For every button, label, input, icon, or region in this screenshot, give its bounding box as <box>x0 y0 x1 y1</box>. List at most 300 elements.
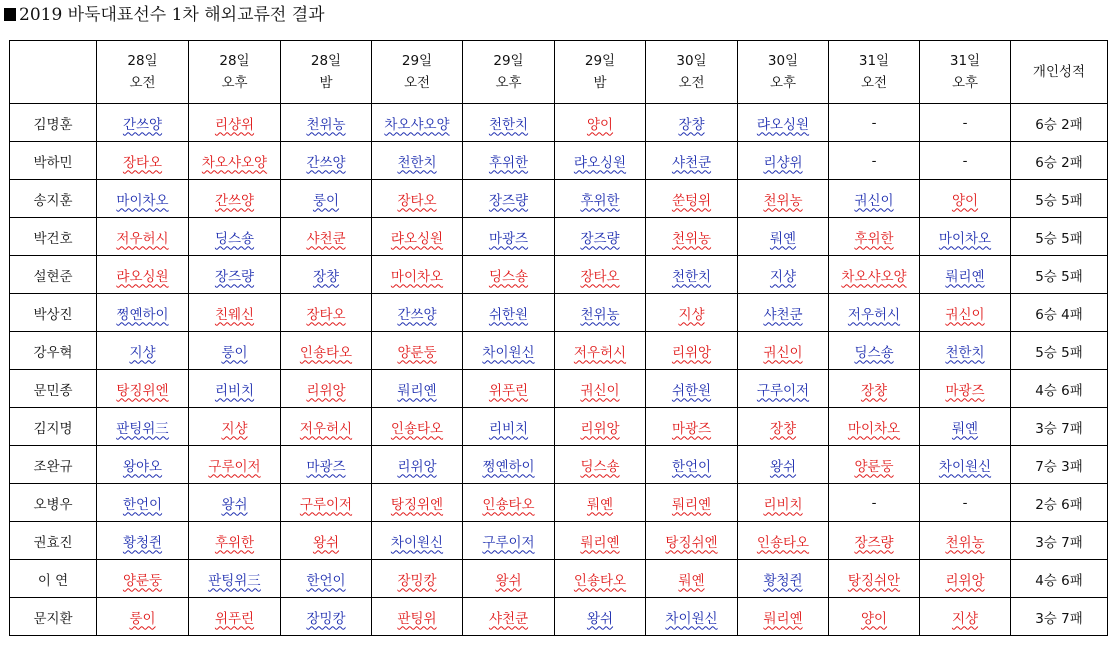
table-row <box>10 446 1108 484</box>
game-result-cell <box>189 256 281 294</box>
game-result-cell <box>97 180 189 218</box>
opponent-name: 샤천쿤 <box>763 306 803 323</box>
opponent-name: 궈신이 <box>945 306 985 323</box>
player-name-cell: 강우혁 <box>10 332 97 370</box>
table-row <box>10 484 1108 522</box>
opponent-name: 탕징쉬안 <box>847 572 901 589</box>
game-result-cell <box>372 408 463 446</box>
opponent-name: 탕징위엔 <box>116 382 169 399</box>
opponent-name: 탕징위엔 <box>390 496 444 513</box>
personal-record-cell: 6승 2패 <box>1011 104 1108 142</box>
game-result-cell <box>829 484 920 522</box>
opponent-name: 차이원신 <box>938 458 992 475</box>
game-result-cell <box>646 294 738 332</box>
opponent-name: 딩스숑 <box>854 344 894 361</box>
game-result-cell <box>738 142 829 180</box>
game-result-cell <box>189 560 281 598</box>
game-result-cell <box>97 370 189 408</box>
opponent-name: 한언이 <box>671 458 712 475</box>
personal-record-cell: 5승 5패 <box>1011 180 1108 218</box>
player-name-cell: 문지환 <box>10 598 97 636</box>
game-result-cell <box>463 142 555 180</box>
round-header-1 <box>97 41 189 104</box>
personal-record-cell: 6승 2패 <box>1011 142 1108 180</box>
opponent-name: 지샹 <box>221 420 248 437</box>
opponent-name: 랴오싱원 <box>390 230 444 247</box>
game-result-cell <box>829 370 920 408</box>
opponent-name: 인숑타오 <box>756 534 810 551</box>
game-result-cell <box>463 332 555 370</box>
player-name-cell: 박상진 <box>10 294 97 332</box>
opponent-name: 쩡옌하이 <box>482 458 535 475</box>
game-result-cell <box>920 294 1011 332</box>
game-result-cell <box>646 408 738 446</box>
game-result-cell <box>97 598 189 636</box>
round-session: 오전 <box>129 75 156 91</box>
opponent-name: 궈신이 <box>854 192 894 209</box>
game-result-cell <box>920 332 1011 370</box>
game-result-cell <box>555 256 646 294</box>
game-result-cell <box>463 294 555 332</box>
game-result-cell <box>555 522 646 560</box>
opponent-name: 룽이 <box>129 610 156 627</box>
round-header-5 <box>463 41 555 104</box>
game-result-cell <box>463 598 555 636</box>
game-result-cell <box>463 180 555 218</box>
opponent-name: 황청쥔 <box>763 572 803 589</box>
opponent-name: 인숑타오 <box>299 344 353 361</box>
game-result-cell <box>646 598 738 636</box>
round-session: 오후 <box>221 75 248 91</box>
table-row <box>10 256 1108 294</box>
opponent-name: 장챵 <box>312 268 340 285</box>
game-result-cell <box>97 484 189 522</box>
game-result-cell <box>463 218 555 256</box>
opponent-name: 후위한 <box>854 230 894 247</box>
opponent-name: 쉬한원 <box>671 382 712 399</box>
player-name-cell: 조완규 <box>10 446 97 484</box>
opponent-name: 샤천쿤 <box>671 154 712 171</box>
opponent-name: 리비치 <box>763 496 803 513</box>
game-result-cell <box>372 294 463 332</box>
game-result-cell <box>738 218 829 256</box>
game-result-cell <box>372 180 463 218</box>
personal-record-cell: 7승 3패 <box>1011 446 1108 484</box>
opponent-name: 뤄리옌 <box>671 496 712 513</box>
table-row <box>10 370 1108 408</box>
game-result-cell <box>646 142 738 180</box>
game-result-cell <box>372 142 463 180</box>
opponent-name: 리샹위 <box>214 116 255 133</box>
game-result-cell <box>555 332 646 370</box>
opponent-name: 황청쥔 <box>122 534 163 551</box>
game-result-cell <box>189 370 281 408</box>
opponent-name: 판팅위三 <box>208 572 261 589</box>
opponent-name: 차오샤오양 <box>201 154 268 171</box>
opponent-name: 마광즈 <box>671 420 712 437</box>
opponent-name: 장챵 <box>860 382 888 399</box>
game-result-cell <box>829 522 920 560</box>
header-corner-cell <box>10 41 97 104</box>
game-result-cell <box>281 256 372 294</box>
game-result-cell <box>463 446 555 484</box>
opponent-name: 저우허시 <box>116 230 169 247</box>
opponent-name: 위푸린 <box>488 382 529 399</box>
game-result-cell <box>189 142 281 180</box>
game-result-cell <box>555 142 646 180</box>
round-header-7 <box>646 41 738 104</box>
game-result-cell <box>829 294 920 332</box>
opponent-name: 리비치 <box>488 420 529 437</box>
round-header-2 <box>189 41 281 104</box>
game-result-cell <box>281 484 372 522</box>
opponent-name: 판팅위三 <box>116 420 169 437</box>
game-result-cell <box>281 104 372 142</box>
game-result-cell <box>555 104 646 142</box>
round-header-10 <box>920 41 1011 104</box>
game-result-cell <box>829 446 920 484</box>
table-row <box>10 408 1108 446</box>
round-session: 오후 <box>495 75 522 91</box>
opponent-name: 지샹 <box>951 610 979 627</box>
game-result-cell <box>920 560 1011 598</box>
game-result-cell <box>97 522 189 560</box>
opponent-name: 뤄옌 <box>678 572 705 589</box>
game-result-cell <box>646 218 738 256</box>
table-row <box>10 598 1108 636</box>
opponent-name: 장챵 <box>769 420 797 437</box>
game-result-cell <box>646 484 738 522</box>
game-result-cell <box>646 522 738 560</box>
game-result-cell <box>281 370 372 408</box>
round-date: 29일 <box>401 53 433 69</box>
game-result-cell <box>463 560 555 598</box>
round-date: 29일 <box>584 53 616 69</box>
opponent-name: 장밍캉 <box>306 610 346 627</box>
opponent-name: 장타오 <box>580 268 620 285</box>
game-result-cell <box>372 446 463 484</box>
game-result-cell <box>281 598 372 636</box>
game-result-cell <box>738 332 829 370</box>
opponent-name: 뤄리옌 <box>580 534 620 551</box>
game-result-cell <box>829 598 920 636</box>
opponent-name: 딩스숑 <box>580 458 620 475</box>
game-result-cell <box>372 332 463 370</box>
opponent-name: - <box>871 494 877 511</box>
personal-record-cell: 5승 5패 <box>1011 218 1108 256</box>
player-name-cell: 이 연 <box>10 560 97 598</box>
player-name-cell: 송지훈 <box>10 180 97 218</box>
round-date: 28일 <box>310 53 342 69</box>
game-result-cell <box>281 180 372 218</box>
opponent-name: 간쓰양 <box>306 154 346 171</box>
opponent-name: 구루이저 <box>756 382 810 399</box>
opponent-name: 왕쉬 <box>769 458 797 475</box>
game-result-cell <box>281 332 372 370</box>
game-result-cell <box>372 484 463 522</box>
opponent-name: 구루이저 <box>299 496 353 513</box>
game-result-cell <box>738 370 829 408</box>
opponent-name: 한언이 <box>306 572 346 589</box>
game-result-cell <box>463 256 555 294</box>
game-result-cell <box>97 332 189 370</box>
table-row <box>10 560 1108 598</box>
opponent-name: 후위한 <box>488 154 529 171</box>
opponent-name: - <box>871 152 877 169</box>
table-body <box>10 104 1108 636</box>
personal-record-cell: 2승 6패 <box>1011 484 1108 522</box>
personal-record-cell: 6승 4패 <box>1011 294 1108 332</box>
round-date: 28일 <box>219 53 250 69</box>
game-result-cell <box>372 256 463 294</box>
square-bullet-icon <box>4 8 16 21</box>
opponent-name: 인숑타오 <box>573 572 627 589</box>
game-result-cell <box>555 408 646 446</box>
game-result-cell <box>281 408 372 446</box>
table-row <box>10 104 1108 142</box>
opponent-name: 인숑타오 <box>482 496 535 513</box>
game-result-cell <box>646 104 738 142</box>
round-date: 30일 <box>767 53 799 69</box>
opponent-name: 양룬둥 <box>854 458 894 475</box>
game-result-cell <box>463 408 555 446</box>
game-result-cell <box>920 104 1011 142</box>
game-result-cell <box>463 104 555 142</box>
opponent-name: 구루이저 <box>208 458 261 475</box>
opponent-name: 양이 <box>586 116 614 133</box>
round-header-6 <box>555 41 646 104</box>
game-result-cell <box>189 522 281 560</box>
opponent-name: 차이원신 <box>390 534 444 551</box>
opponent-name: 간쓰양 <box>214 192 255 209</box>
round-session: 오전 <box>403 75 431 91</box>
opponent-name: - <box>962 152 968 169</box>
round-date: 28일 <box>127 53 158 69</box>
opponent-name: 딩스숑 <box>488 268 529 285</box>
results-table <box>9 40 1108 636</box>
opponent-name: - <box>962 114 968 131</box>
opponent-name: 마이차오 <box>390 268 444 285</box>
opponent-name: 장타오 <box>306 306 346 323</box>
personal-record-cell: 3승 7패 <box>1011 408 1108 446</box>
opponent-name: 천한치 <box>945 344 985 361</box>
opponent-name: 뤄리옌 <box>397 382 437 399</box>
game-result-cell <box>920 598 1011 636</box>
round-header-9 <box>829 41 920 104</box>
opponent-name: - <box>962 494 968 511</box>
opponent-name: 천한치 <box>671 268 712 285</box>
game-result-cell <box>97 256 189 294</box>
game-result-cell <box>829 142 920 180</box>
game-result-cell <box>738 598 829 636</box>
opponent-name: 왕야오 <box>122 458 163 475</box>
opponent-name: 뤄옌 <box>951 420 979 437</box>
game-result-cell <box>738 446 829 484</box>
player-name-cell: 박건호 <box>10 218 97 256</box>
opponent-name: 궈신이 <box>763 344 803 361</box>
round-header-8 <box>738 41 829 104</box>
opponent-name: 왕쉬 <box>312 534 340 551</box>
table-row <box>10 332 1108 370</box>
opponent-name: 장즈량 <box>214 268 255 285</box>
personal-record-cell: 4승 6패 <box>1011 370 1108 408</box>
game-result-cell <box>189 294 281 332</box>
opponent-name: 천한치 <box>488 116 529 133</box>
opponent-name: 간쓰양 <box>397 306 437 323</box>
opponent-name: 지샹 <box>769 268 797 285</box>
opponent-name: 판팅위 <box>397 610 437 627</box>
game-result-cell <box>189 598 281 636</box>
game-result-cell <box>372 560 463 598</box>
table-row <box>10 522 1108 560</box>
opponent-name: 마이차오 <box>847 420 901 437</box>
opponent-name: 쑨텅위 <box>671 192 712 209</box>
opponent-name: 천한치 <box>397 154 437 171</box>
personal-record-cell: 5승 5패 <box>1011 256 1108 294</box>
game-result-cell <box>829 408 920 446</box>
round-date: 30일 <box>676 53 707 69</box>
opponent-name: 리위앙 <box>945 572 985 589</box>
player-name-cell: 설현준 <box>10 256 97 294</box>
player-name-cell: 박하민 <box>10 142 97 180</box>
game-result-cell <box>281 522 372 560</box>
opponent-name: 왕쉬 <box>221 496 248 513</box>
opponent-name: 장즈량 <box>854 534 894 551</box>
opponent-name: 리위앙 <box>671 344 712 361</box>
game-result-cell <box>97 560 189 598</box>
game-result-cell <box>555 370 646 408</box>
opponent-name: 장타오 <box>397 192 437 209</box>
game-result-cell <box>829 104 920 142</box>
game-result-cell <box>646 256 738 294</box>
opponent-name: 장밍캉 <box>397 572 437 589</box>
player-name-cell: 오병우 <box>10 484 97 522</box>
game-result-cell <box>555 294 646 332</box>
game-result-cell <box>829 256 920 294</box>
record-header: 개인성적 <box>1011 41 1108 104</box>
game-result-cell <box>189 332 281 370</box>
game-result-cell <box>646 180 738 218</box>
game-result-cell <box>555 560 646 598</box>
game-result-cell <box>646 446 738 484</box>
opponent-name: 뤄옌 <box>769 230 797 247</box>
opponent-name: 마광즈 <box>945 382 985 399</box>
game-result-cell <box>372 522 463 560</box>
opponent-name: 랴오싱원 <box>573 154 627 171</box>
opponent-name: 룽이 <box>312 192 340 209</box>
game-result-cell <box>738 256 829 294</box>
round-session: 밤 <box>319 75 333 91</box>
opponent-name: 천위농 <box>763 192 803 209</box>
opponent-name: 지샹 <box>129 344 156 361</box>
opponent-name: 천위농 <box>580 306 620 323</box>
game-result-cell <box>738 180 829 218</box>
game-result-cell <box>372 370 463 408</box>
opponent-name: 리위앙 <box>580 420 620 437</box>
opponent-name: 뤄리옌 <box>763 610 803 627</box>
opponent-name: 장즈량 <box>580 230 620 247</box>
game-result-cell <box>189 484 281 522</box>
round-date: 29일 <box>493 53 524 69</box>
opponent-name: 장챵 <box>678 116 705 133</box>
opponent-name: 위푸린 <box>214 610 255 627</box>
opponent-name: 뤄리옌 <box>945 268 985 285</box>
table-row <box>10 180 1108 218</box>
round-session: 오전 <box>678 75 705 91</box>
game-result-cell <box>463 484 555 522</box>
player-name-cell: 김명훈 <box>10 104 97 142</box>
round-header-4 <box>372 41 463 104</box>
opponent-name: 차오샤오양 <box>841 268 907 285</box>
game-result-cell <box>97 104 189 142</box>
table-row <box>10 218 1108 256</box>
opponent-name: 리위앙 <box>397 458 437 475</box>
opponent-name: 장타오 <box>122 154 163 171</box>
game-result-cell <box>920 408 1011 446</box>
opponent-name: 랴오싱원 <box>756 116 810 133</box>
game-result-cell <box>829 332 920 370</box>
game-result-cell <box>646 560 738 598</box>
opponent-name: 딩스숑 <box>214 230 255 247</box>
opponent-name: 리비치 <box>214 382 255 399</box>
opponent-name: 뤄옌 <box>586 496 614 513</box>
opponent-name: 간쓰양 <box>122 116 163 133</box>
game-result-cell <box>829 180 920 218</box>
opponent-name: - <box>871 114 877 131</box>
game-result-cell <box>555 180 646 218</box>
game-result-cell <box>920 484 1011 522</box>
personal-record-cell: 4승 6패 <box>1011 560 1108 598</box>
document-title-text: 2019 바둑대표선수 1차 해외교류전 결과 <box>19 5 325 25</box>
game-result-cell <box>646 370 738 408</box>
table-row <box>10 294 1108 332</box>
game-result-cell <box>189 218 281 256</box>
opponent-name: 마이차오 <box>116 192 169 209</box>
game-result-cell <box>97 408 189 446</box>
personal-record-cell: 5승 5패 <box>1011 332 1108 370</box>
game-result-cell <box>738 104 829 142</box>
opponent-name: 한언이 <box>122 496 163 513</box>
opponent-name: 장즈량 <box>488 192 529 209</box>
game-result-cell <box>738 522 829 560</box>
opponent-name: 샤천쿤 <box>306 230 346 247</box>
opponent-name: 친웨신 <box>214 306 255 323</box>
game-result-cell <box>372 218 463 256</box>
round-date: 31일 <box>858 53 890 69</box>
game-result-cell <box>920 180 1011 218</box>
game-result-cell <box>189 180 281 218</box>
game-result-cell <box>189 104 281 142</box>
game-result-cell <box>372 104 463 142</box>
game-result-cell <box>281 142 372 180</box>
game-result-cell <box>189 446 281 484</box>
game-result-cell <box>97 446 189 484</box>
player-name-cell: 문민종 <box>10 370 97 408</box>
opponent-name: 마이차오 <box>938 230 992 247</box>
game-result-cell <box>920 218 1011 256</box>
game-result-cell <box>920 256 1011 294</box>
table-header-row <box>10 41 1108 104</box>
game-result-cell <box>646 332 738 370</box>
round-date: 31일 <box>949 53 981 69</box>
opponent-name: 왕쉬 <box>586 610 614 627</box>
opponent-name: 천위농 <box>945 534 985 551</box>
game-result-cell <box>97 142 189 180</box>
opponent-name: 천위농 <box>306 116 346 133</box>
personal-record-cell: 3승 7패 <box>1011 598 1108 636</box>
opponent-name: 룽이 <box>221 344 248 361</box>
opponent-name: 차오샤오양 <box>384 116 450 133</box>
